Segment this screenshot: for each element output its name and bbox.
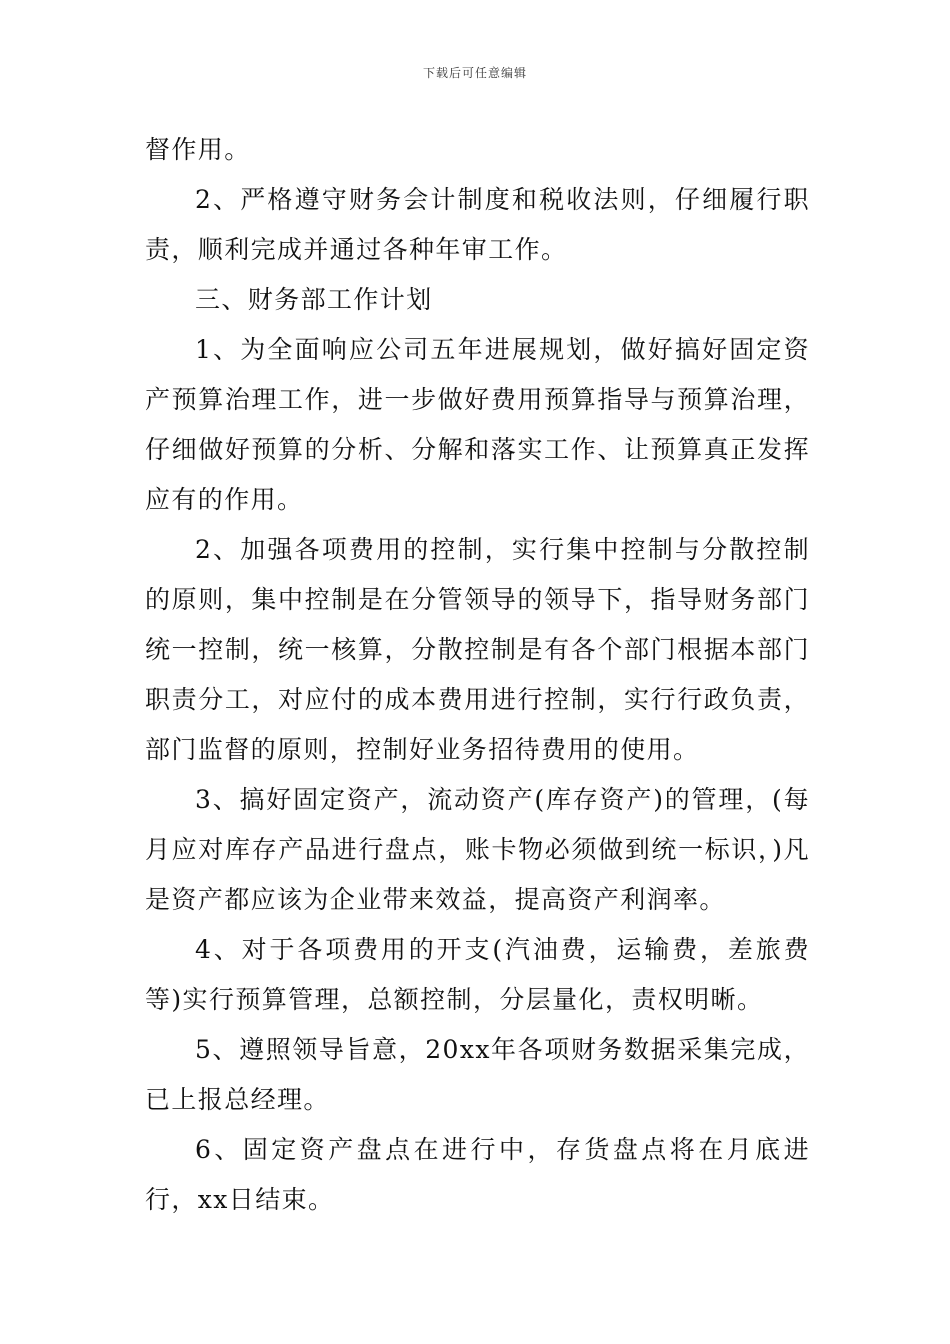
section-heading: 三、财务部工作计划 — [195, 285, 433, 314]
paragraph: 4、对于各项费用的开支(汽油费，运输费，差旅费等)实行预算管理，总额控制，分层量化，责权明晰。 — [145, 935, 810, 1014]
paragraph: 5、遵照领导旨意，20xx年各项财务数据采集完成，已上报总经理。 — [145, 1035, 810, 1114]
document-body — [145, 125, 810, 1225]
page-header-note: 下载后可任意编辑 — [422, 66, 527, 80]
paragraph: 3、搞好固定资产，流动资产(库存资产)的管理，(每月应对库存产品进行盘点，账卡物必须做到统一标识，)凡是资产都应该为企业带来效益，提高资产利润率。 — [145, 785, 810, 914]
paragraph: 督作用。 — [145, 135, 251, 164]
paragraph: 2、严格遵守财务会计制度和税收法则，仔细履行职责，顺利完成并通过各种年审工作。 — [145, 185, 810, 264]
paragraph: 1、为全面响应公司五年进展规划，做好搞好固定资产预算治理工作，进一步做好费用预算指导与预算治理，仔细做好预算的分析、分解和落实工作、让预算真正发挥应有的作用。 — [145, 335, 810, 514]
paragraph: 2、加强各项费用的控制，实行集中控制与分散控制的原则，集中控制是在分管领导的领导下，指导财务部门统一控制，统一核算，分散控制是有各个部门根据本部门职责分工，对应付的成本费用进行控制，实行行政负责，部门监督的原则，控制好业务招待费用的使用。 — [145, 535, 810, 764]
paragraph: 6、固定资产盘点在进行中，存货盘点将在月底进行，xx日结束。 — [145, 1135, 810, 1214]
